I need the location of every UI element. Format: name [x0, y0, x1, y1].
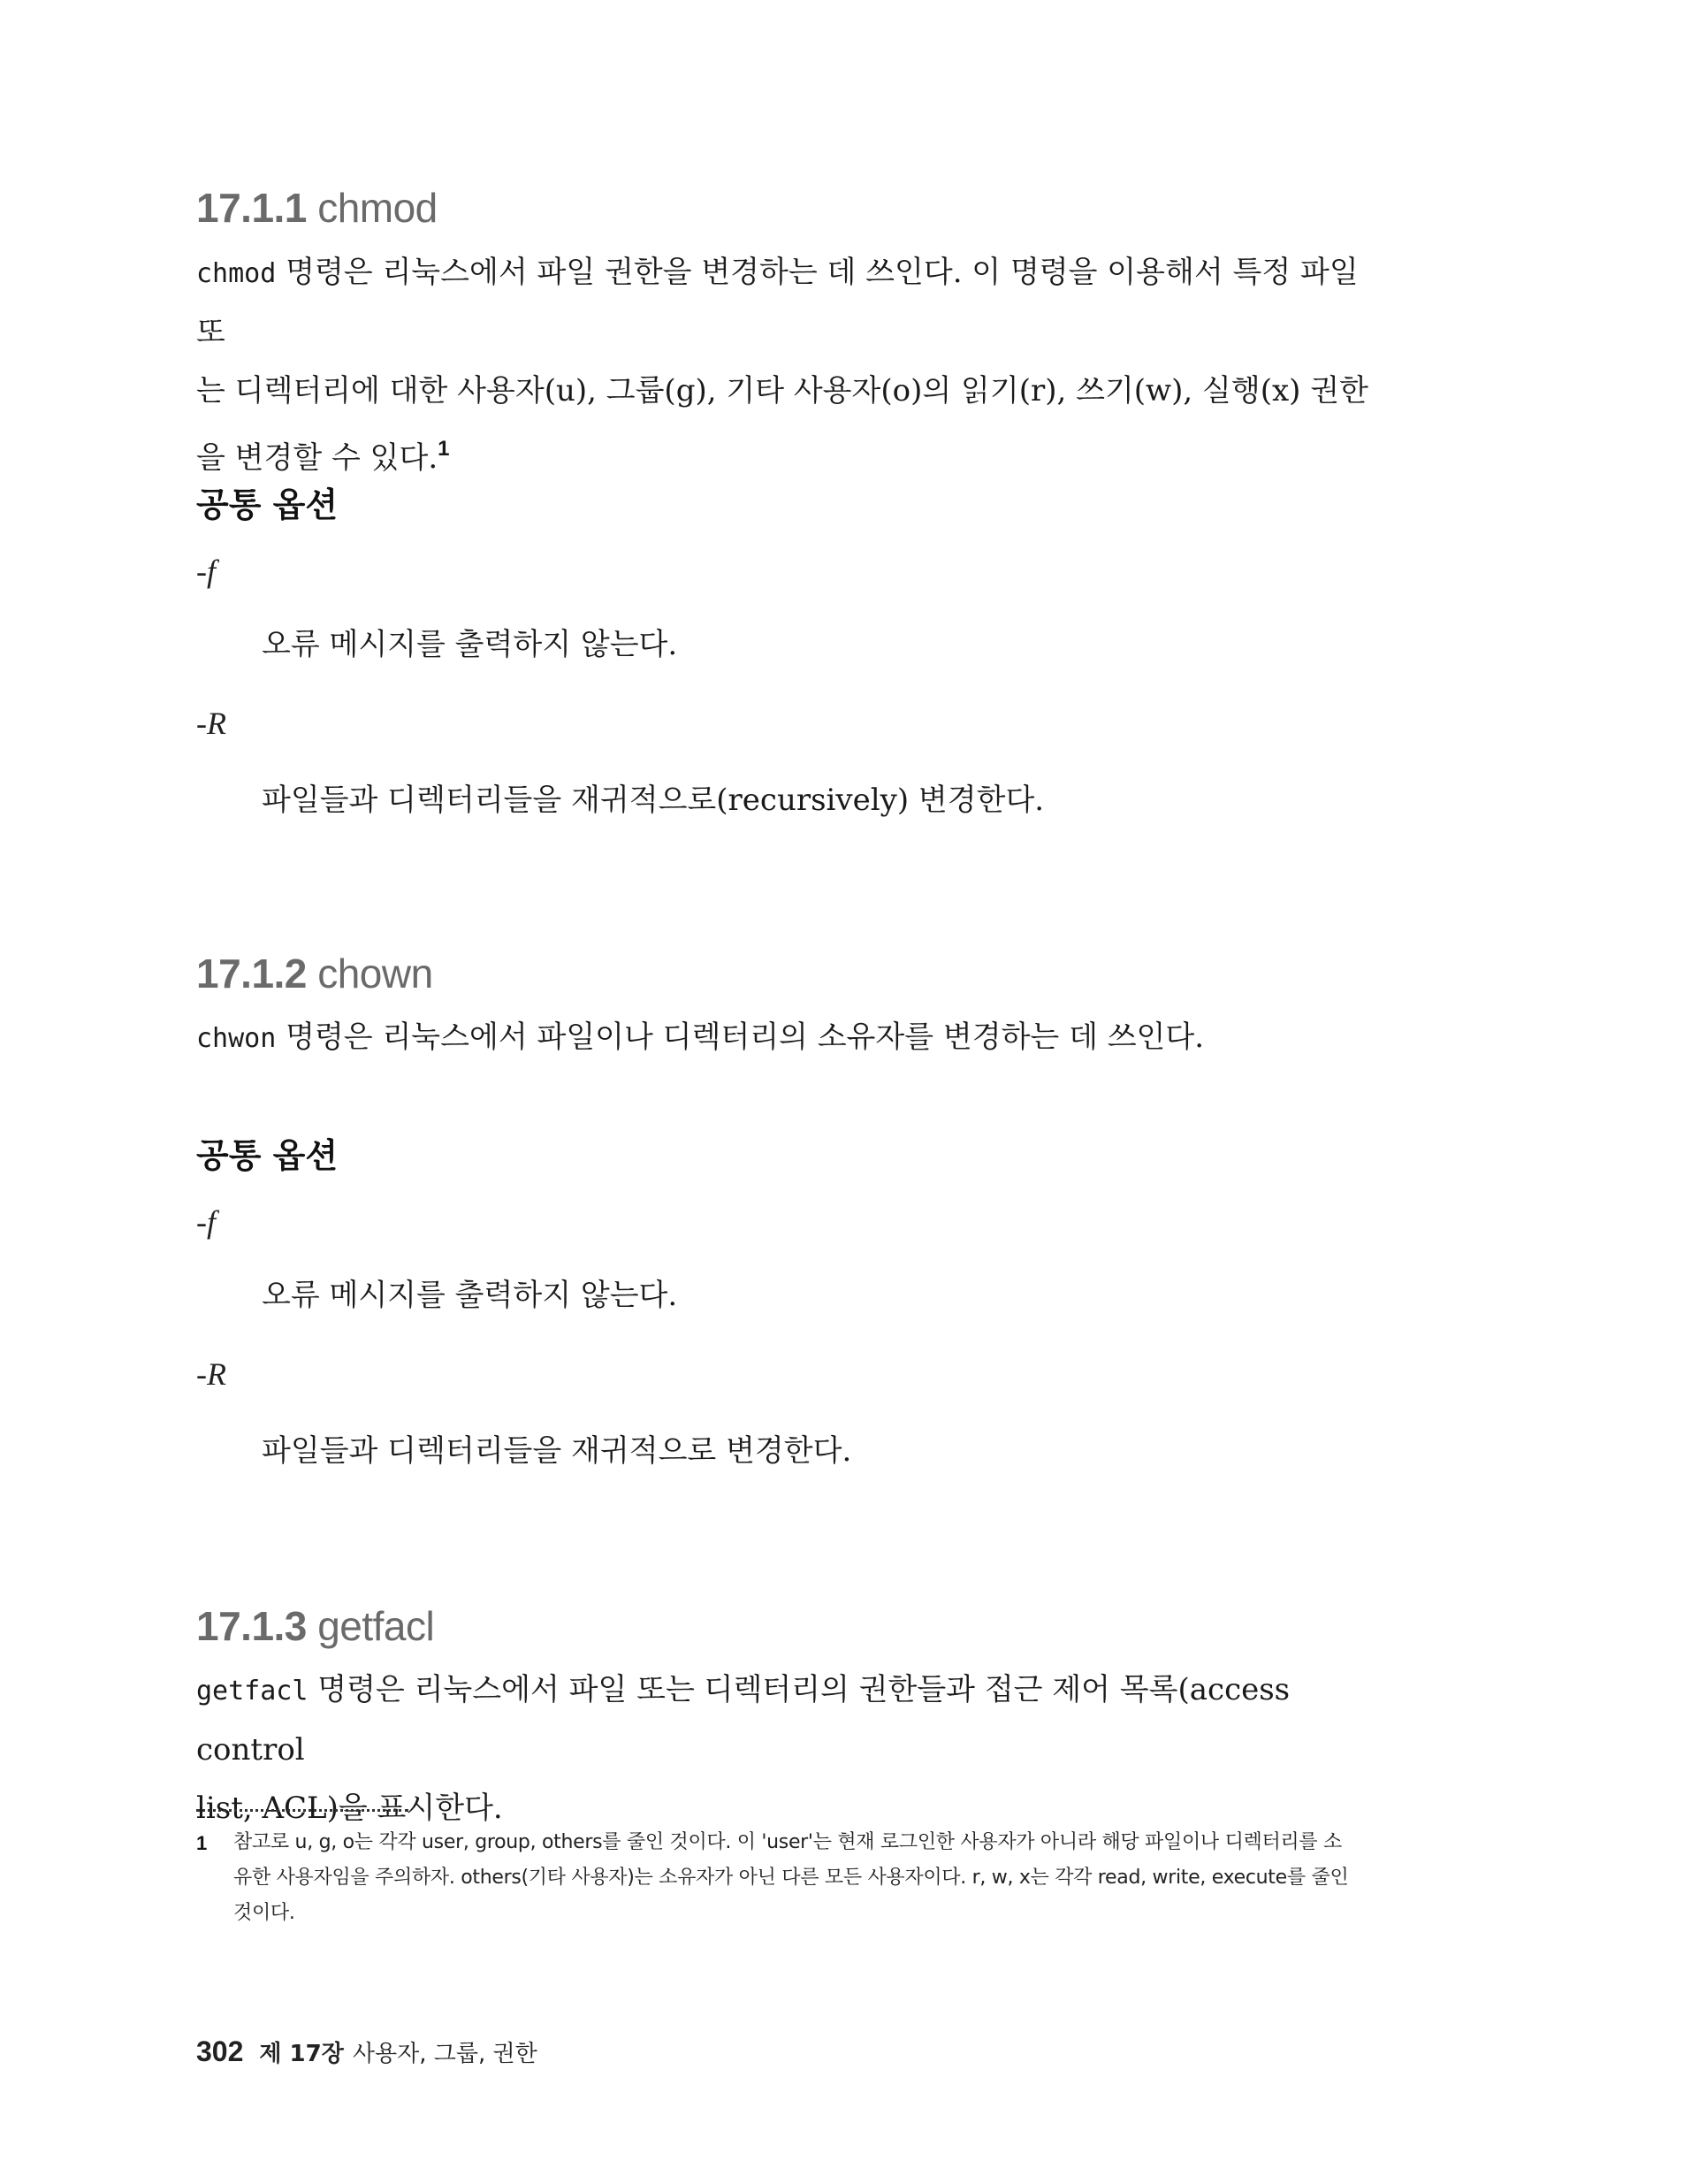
footnote-divider: [196, 1809, 408, 1812]
option-description: 파일들과 디렉터리들을 재귀적으로 변경한다.: [262, 1433, 852, 1469]
section-heading-chmod: [196, 185, 438, 231]
section-number: 17.1.1: [196, 185, 307, 231]
chmod-intro-paragraph: [196, 243, 1390, 487]
page-footer: [196, 2037, 537, 2066]
section-number: 17.1.2: [196, 951, 307, 997]
option-flag: -f: [196, 1204, 216, 1240]
chapter-label: 제 17장: [259, 2041, 344, 2067]
option-description: 파일들과 디렉터리들을 재귀적으로(recursively) 변경한다.: [262, 783, 1045, 818]
option-flag: -R: [196, 706, 226, 741]
footnote-line: 참고로 u, g, o는 각각 user, group, others를 줄인 것이다. 이 'user'는 현재 로그인한 사용자가 아니라 해당 파일이나 디렉터리를 소: [233, 1831, 1342, 1853]
option-flag: -R: [196, 1356, 226, 1392]
footnote-text: [233, 1825, 1383, 1931]
paragraph-line: list, ACL)을 표시한다.: [196, 1791, 503, 1826]
paragraph-line: 명령은 리눅스에서 파일 또는 디렉터리의 권한들과 접근 제어 목록(access control: [196, 1672, 1291, 1768]
paragraph-line: 을 변경할 수 있다.: [196, 440, 438, 476]
chapter-title: 사용자, 그룹, 권한: [352, 2041, 537, 2067]
paragraph-line: 는 디렉터리에 대한 사용자(u), 그룹(g), 기타 사용자(o)의 읽기(r), 쓰기(w), 실행(x) 권한: [196, 373, 1368, 409]
inline-code: chmod: [196, 258, 277, 289]
footnote-line: 것이다.: [233, 1902, 295, 1924]
option-flag: -f: [196, 554, 216, 589]
inline-code: chwon: [196, 1023, 277, 1054]
section-name: chown: [317, 951, 433, 997]
footnote-line: 유한 사용자임을 주의하자. others(기타 사용자)는 소유자가 아닌 다른 모든 사용자이다. r, w, x는 각각 read, write, execute를 줄인: [233, 1867, 1349, 1889]
option-description: 오류 메시지를 출력하지 않는다.: [262, 1278, 678, 1313]
paragraph-line: 명령은 리눅스에서 파일 권한을 변경하는 데 쓰인다. 이 명령을 이용해서 특정 파일 또: [196, 255, 1359, 350]
options-heading: 공통 옵션: [196, 1136, 339, 1175]
option-description: 오류 메시지를 출력하지 않는다.: [262, 627, 678, 662]
section-heading-chown: [196, 951, 433, 997]
section-heading-getfacl: [196, 1603, 435, 1649]
paragraph-line: 명령은 리눅스에서 파일이나 디렉터리의 소유자를 변경하는 데 쓰인다.: [276, 1019, 1205, 1055]
inline-code: getfacl: [196, 1676, 309, 1707]
footnote-number: 1: [196, 1832, 208, 1854]
footnote-reference[interactable]: 1: [438, 437, 450, 461]
options-heading: 공통 옵션: [196, 485, 339, 524]
chown-intro-paragraph: [196, 1008, 1390, 1068]
section-number: 17.1.3: [196, 1603, 307, 1649]
section-name: getfacl: [317, 1603, 435, 1649]
page-number: 302: [196, 2035, 244, 2067]
section-name: chmod: [317, 185, 438, 231]
